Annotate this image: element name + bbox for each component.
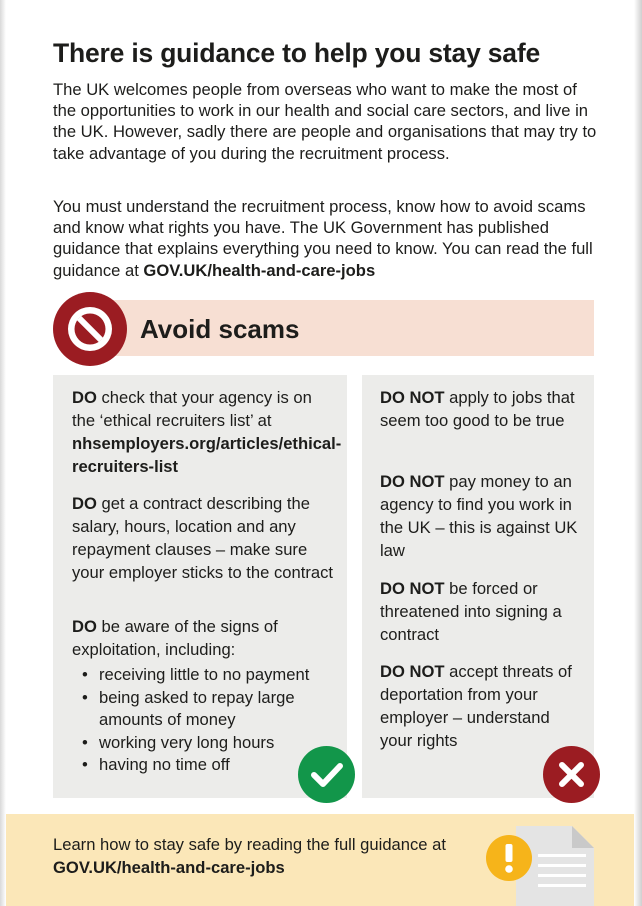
do-not-item-4 <box>380 660 585 752</box>
cross-icon <box>543 746 600 803</box>
do-item-1 <box>72 386 342 478</box>
footer-message: Learn how to stay safe by reading the full guidance at <box>53 835 446 854</box>
do-item-text: check that your agency is on the ‘ethical recruiters list’ at <box>72 388 312 430</box>
do-not-label: DO NOT <box>380 579 445 598</box>
guidance-link[interactable]: GOV.UK/health-and-care-jobs <box>143 260 376 280</box>
list-item: • receiving little to no payment <box>82 664 342 687</box>
do-not-item-text: be forced or threatened into signing a contract <box>380 579 562 644</box>
do-not-item-text: pay money to an agency to find you work in the UK – this is against UK law <box>380 472 578 560</box>
intro-paragraph: The UK welcomes people from overseas who want to make the most of the opportunities to work in our health and social care sectors, and live in the UK. However, sadly there are people and organisations that may try to take advantage of you during the recruitment process. <box>53 80 597 163</box>
do-not-label: DO NOT <box>380 388 445 407</box>
do-not-item-1 <box>380 386 585 432</box>
do-not-label: DO NOT <box>380 662 445 681</box>
do-not-item-text: apply to jobs that seem too good to be true <box>380 388 575 430</box>
do-not-item-2 <box>380 470 585 562</box>
list-item: • having no time off <box>82 754 342 777</box>
no-entry-icon <box>53 292 127 366</box>
do-label: DO <box>72 388 97 407</box>
document-warning-icon <box>486 824 598 906</box>
page-edge-shadow-left <box>0 0 6 906</box>
check-icon <box>298 746 355 803</box>
do-label: DO <box>72 494 97 513</box>
do-not-item-text: accept threats of deportation from your employer – understand your rights <box>380 662 572 750</box>
page-edge-shadow-right <box>634 0 642 906</box>
do-item-2 <box>72 492 334 584</box>
do-item-text: get a contract describing the salary, hours, location and any repayment clauses – make sure your employer sticks to the contract <box>72 494 333 582</box>
guidance-text: You must understand the recruitment process, know how to avoid scams and know what rights you have. The UK Government has published guidance that explains everything you need to know. You can read the full guidance at <box>53 197 593 280</box>
do-item-text: be aware of the signs of exploitation, including: <box>72 617 278 659</box>
do-not-label: DO NOT <box>380 472 445 491</box>
list-item: • being asked to repay large amounts of money <box>82 687 342 732</box>
footer-text <box>53 833 483 879</box>
page-title: There is guidance to help you stay safe <box>53 38 541 68</box>
avoid-scams-title: Avoid scams <box>140 314 300 344</box>
do-label: DO <box>72 617 97 636</box>
footer-guidance-link[interactable]: GOV.UK/health-and-care-jobs <box>53 858 285 877</box>
do-not-item-3 <box>380 577 585 646</box>
ethical-recruiters-link[interactable]: nhsemployers.org/articles/ethical-recruiters-list <box>72 434 342 476</box>
do-item-3 <box>72 615 334 661</box>
list-item: • working very long hours <box>82 732 342 755</box>
guidance-paragraph <box>53 196 598 281</box>
